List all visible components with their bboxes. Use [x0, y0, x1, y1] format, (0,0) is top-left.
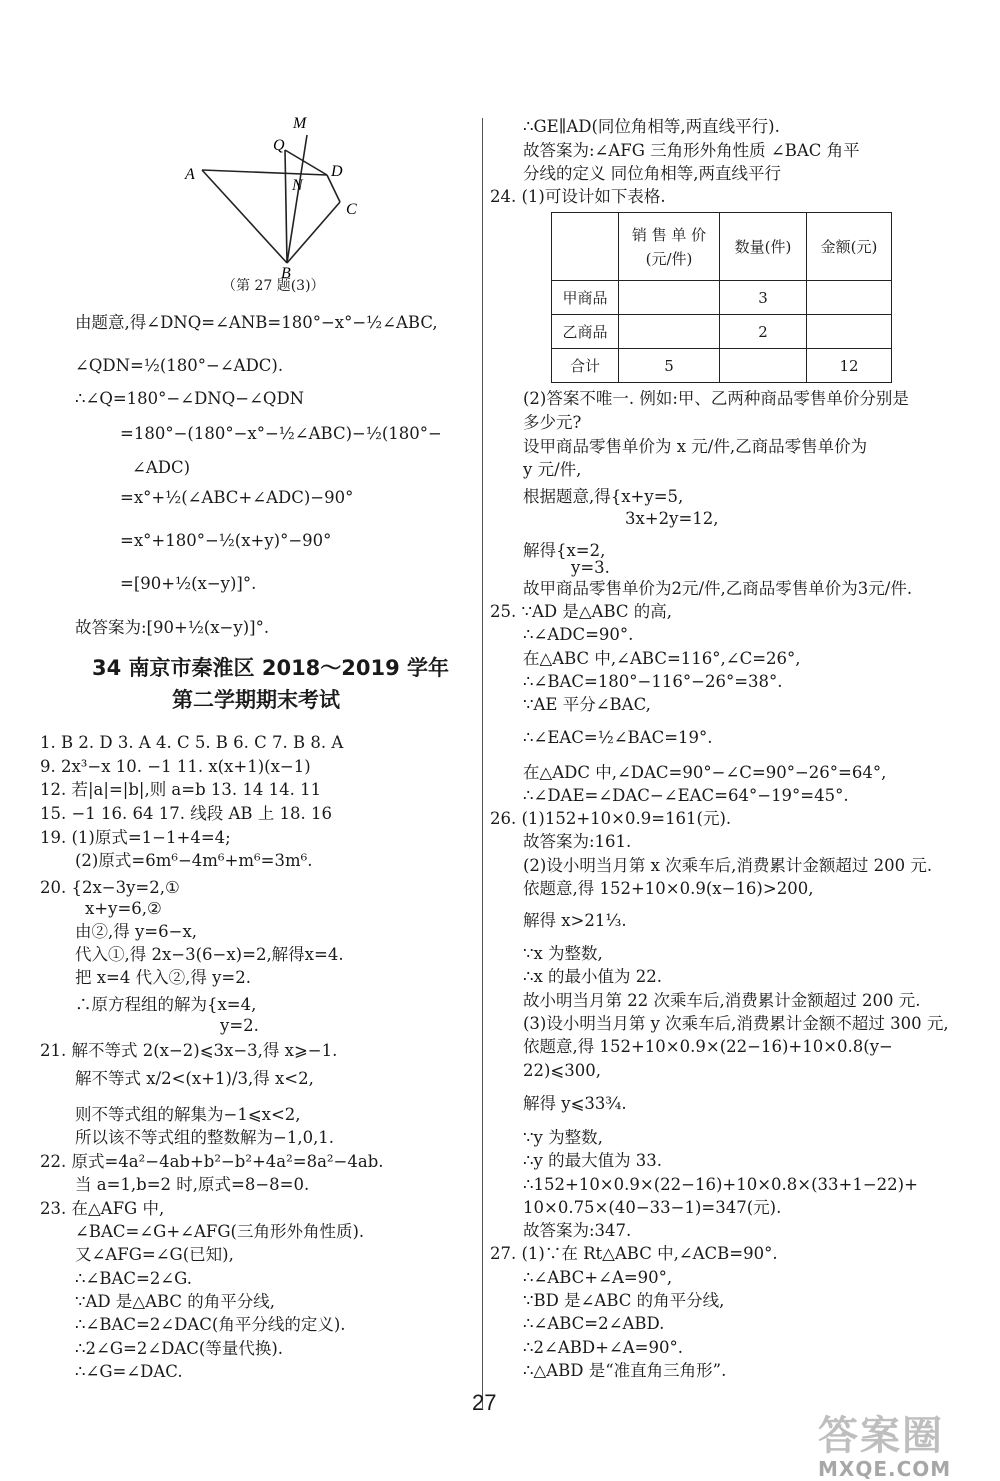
right-line: ∴∠ADC=90°.	[523, 625, 634, 644]
answer-line: ∴∠BAC=2∠G.	[75, 1269, 192, 1288]
column-divider	[482, 118, 483, 1408]
right-line: 多少元?	[523, 413, 582, 432]
table-row	[552, 281, 892, 315]
right-line: y=3.	[571, 558, 610, 577]
answer-line: 又∠AFG=∠G(已知),	[75, 1245, 234, 1264]
answer-line: 15. −1 16. 64 17. 线段 AB 上 18. 16	[40, 804, 333, 823]
table-cell	[552, 213, 619, 281]
left-line: =180°−(180°−x°−½∠ABC)−½(180°−	[120, 424, 442, 443]
table-cell	[807, 315, 892, 349]
left-line: 故答案为:[90+½(x−y)]°.	[75, 618, 270, 637]
answer-line: 9. 2x³−x 10. −1 11. x(x+1)(x−1)	[40, 757, 311, 776]
answer-line: 所以该不等式组的整数解为−1,0,1.	[75, 1128, 335, 1147]
right-line: 解得 x>21⅓.	[523, 911, 627, 930]
right-line: (2)设小明当月第 x 次乘车后,消费累计金额超过 200 元.	[523, 856, 933, 875]
right-line: 故答案为:161.	[523, 832, 632, 851]
point-label-d: D	[331, 163, 343, 180]
table-cell: 合计	[552, 349, 619, 383]
table-cell	[619, 281, 720, 315]
right-line: ∴∠DAE=∠DAC−∠EAC=64°−19°=45°.	[523, 786, 849, 805]
point-label-m: M	[293, 115, 307, 132]
answer-line: ∴原方程组的解为{x=4,	[75, 995, 257, 1014]
left-line: =[90+½(x−y)]°.	[120, 574, 257, 593]
right-line: 设甲商品零售单价为 x 元/件,乙商品零售单价为	[523, 437, 868, 456]
table-cell	[619, 315, 720, 349]
right-line: ∴GE∥AD(同位角相等,两直线平行).	[523, 117, 780, 136]
left-line: 由题意,得∠DNQ=∠ANB=180°−x°−½∠ABC,	[75, 313, 438, 332]
answer-line: ∵AD 是△ABC 的角平分线,	[75, 1292, 276, 1311]
right-line: ∵y 为整数,	[523, 1128, 603, 1147]
table-row	[552, 349, 892, 383]
right-line: 22)⩽300,	[523, 1061, 601, 1080]
answer-line: 则不等式组的解集为−1⩽x<2,	[75, 1105, 301, 1124]
watermark-logo	[818, 1404, 996, 1481]
answer-line: ∴∠G=∠DAC.	[75, 1362, 183, 1381]
point-label-n: N	[292, 177, 303, 194]
right-line: ∴y 的最大值为 33.	[523, 1151, 663, 1170]
left-line: ∴∠Q=180°−∠DNQ−∠QDN	[75, 389, 305, 408]
watermark-bottom: MXQE.COM	[818, 1457, 952, 1481]
right-line: 3x+2y=12,	[625, 509, 719, 528]
table-cell: 3	[720, 281, 807, 315]
right-line: 25. ∵AD 是△ABC 的高,	[490, 602, 673, 621]
figure-caption: （第 27 题(3)）	[222, 278, 325, 294]
answer-line: 19. (1)原式=1−1+4=4;	[40, 828, 231, 847]
right-line: 分线的定义 同位角相等,两直线平行	[523, 164, 781, 183]
answer-line: 22. 原式=4a²−4ab+b²−b²+4a²=8a²−4ab.	[40, 1152, 384, 1171]
answer-line: 12. 若|a|=|b|,则 a=b 13. 14 14. 11	[40, 780, 322, 799]
answer-line: 解不等式 x/2<(x+1)/3,得 x<2,	[75, 1069, 314, 1088]
table-cell: 销 售 单 价 (元/件)	[619, 213, 720, 281]
answer-line: x+y=6,②	[85, 899, 162, 918]
right-line: ∵BD 是∠ABC 的角平分线,	[523, 1291, 725, 1310]
table-cell	[720, 349, 807, 383]
table-cell: 12	[807, 349, 892, 383]
answer-line: ∴∠BAC=2∠DAC(角平分线的定义).	[75, 1315, 346, 1334]
right-line: 故答案为:∠AFG 三角形外角性质 ∠BAC 角平	[523, 141, 860, 160]
right-line: (2)答案不唯一. 例如:甲、乙两种商品零售单价分别是	[523, 389, 909, 408]
right-line: ∴∠ABC+∠A=90°,	[523, 1268, 673, 1287]
right-line: 解得 y⩽33¾.	[523, 1094, 627, 1113]
right-line: 解得{x=2,	[523, 541, 606, 560]
answer-line: 由②,得 y=6−x,	[75, 922, 198, 941]
answer-line: 把 x=4 代入②,得 y=2.	[75, 968, 251, 987]
right-line: 根据题意,得{x+y=5,	[523, 487, 684, 506]
point-label-a: A	[185, 166, 195, 183]
right-line: 故答案为:347.	[523, 1221, 632, 1240]
answer-line: 当 a=1,b=2 时,原式=8−8=0.	[75, 1175, 310, 1194]
geometry-figure	[175, 110, 375, 290]
right-line: ∴∠BAC=180°−116°−26°=38°.	[523, 672, 783, 691]
table-cell: 金额(元)	[807, 213, 892, 281]
right-line: 依题意,得 152+10×0.9(x−16)>200,	[523, 879, 814, 898]
right-line: ∴152+10×0.9×(22−16)+10×0.8×(33+1−22)+	[523, 1175, 918, 1194]
point-label-q: Q	[273, 137, 285, 154]
right-line: ∴x 的最小值为 22.	[523, 967, 663, 986]
right-line: ∴∠ABC=2∠ABD.	[523, 1314, 665, 1333]
section-title-line2: 第二学期期末考试	[172, 688, 340, 712]
point-label-b: B	[281, 265, 291, 282]
answer-line: 21. 解不等式 2(x−2)⩽3x−3,得 x⩾−1.	[40, 1041, 338, 1060]
price-table	[551, 212, 892, 383]
table-cell: 数量(件)	[720, 213, 807, 281]
section-title-line1: 34 南京市秦淮区 2018～2019 学年	[92, 656, 450, 680]
table-cell: 甲商品	[552, 281, 619, 315]
right-line: ∴2∠ABD+∠A=90°.	[523, 1338, 683, 1357]
right-line: ∵AE 平分∠BAC,	[523, 695, 651, 714]
right-line: 依题意,得 152+10×0.9×(22−16)+10×0.8(y−	[523, 1037, 893, 1056]
answer-line: 20. {2x−3y=2,①	[40, 878, 180, 897]
right-line: y 元/件,	[523, 460, 582, 479]
table-row	[552, 315, 892, 349]
right-line: 故小明当月第 22 次乘车后,消费累计金额超过 200 元.	[523, 991, 921, 1010]
watermark-top: 答案圈	[818, 1413, 944, 1459]
right-line: 26. (1)152+10×0.9=161(元).	[490, 809, 732, 828]
table-cell: 乙商品	[552, 315, 619, 349]
point-label-c: C	[346, 201, 357, 218]
page-number: 27	[472, 1390, 497, 1415]
table-cell	[807, 281, 892, 315]
table-cell: 2	[720, 315, 807, 349]
right-line: (3)设小明当月第 y 次乘车后,消费累计金额不超过 300 元,	[523, 1014, 949, 1033]
left-line: =x°+180°−½(x+y)°−90°	[120, 531, 332, 550]
right-line: ∴△ABD 是“准直角三角形”.	[523, 1361, 727, 1380]
left-line: =x°+½(∠ABC+∠ADC)−90°	[120, 488, 354, 507]
table-cell: 5	[619, 349, 720, 383]
table-row	[552, 213, 892, 281]
right-line: 24. (1)可设计如下表格.	[490, 187, 666, 206]
left-line: ∠QDN=½(180°−∠ADC).	[75, 356, 284, 375]
answer-line: 代入①,得 2x−3(6−x)=2,解得x=4.	[75, 945, 344, 964]
right-line: ∵x 为整数,	[523, 944, 603, 963]
left-line: ∠ADC)	[132, 458, 191, 477]
answer-line: 23. 在△AFG 中,	[40, 1199, 165, 1218]
right-line: ∴∠EAC=½∠BAC=19°.	[523, 728, 713, 747]
right-line: 10×0.75×(40−33−1)=347(元).	[523, 1198, 782, 1217]
answer-line: ∠BAC=∠G+∠AFG(三角形外角性质).	[75, 1222, 365, 1241]
answer-line: (2)原式=6m⁶−4m⁶+m⁶=3m⁶.	[75, 851, 313, 870]
right-line: 27. (1)∵在 Rt△ABC 中,∠ACB=90°.	[490, 1244, 778, 1263]
right-line: 故甲商品零售单价为2元/件,乙商品零售单价为3元/件.	[523, 579, 913, 598]
right-line: 在△ABC 中,∠ABC=116°,∠C=26°,	[523, 649, 801, 668]
right-line: 在△ADC 中,∠DAC=90°−∠C=90°−26°=64°,	[523, 763, 887, 782]
answer-line: y=2.	[220, 1016, 259, 1035]
answer-line: ∴2∠G=2∠DAC(等量代换).	[75, 1339, 284, 1358]
answer-line: 1. B 2. D 3. A 4. C 5. B 6. C 7. B 8. A	[40, 733, 344, 752]
